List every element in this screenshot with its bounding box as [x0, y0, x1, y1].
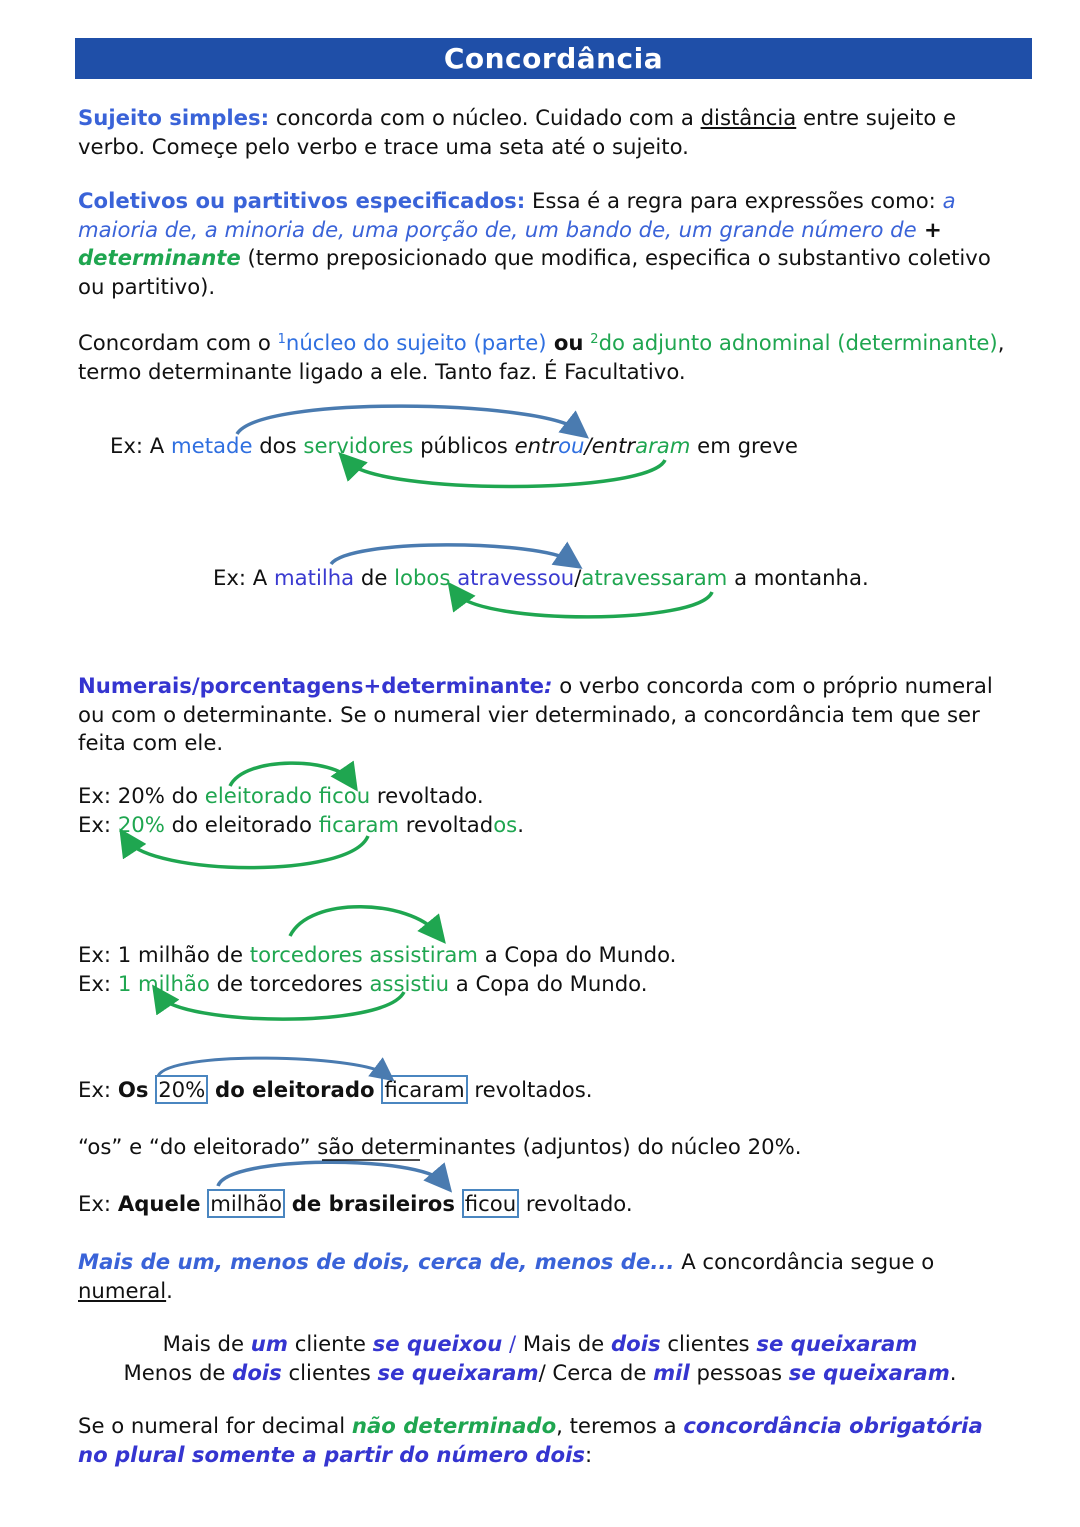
text: de — [354, 565, 395, 590]
text: Ex: A — [110, 433, 172, 458]
emphasis-text: de brasileiros — [291, 1191, 455, 1216]
text: o verbo concorda com o próprio numeral — [552, 673, 993, 698]
text: / — [574, 565, 582, 590]
boxed-term: milhão — [207, 1189, 285, 1218]
emphasis-text: 2 — [590, 332, 599, 347]
text: pessoas — [689, 1359, 789, 1385]
text: , — [997, 330, 1005, 355]
emphasis-text: um — [250, 1331, 288, 1356]
green-arrow — [456, 592, 712, 617]
emphasis-text: não determinado — [351, 1413, 557, 1438]
emphasis-text: atravessou — [457, 565, 575, 590]
emphasis-text: lobos — [394, 565, 451, 590]
boxed-term: 20% — [155, 1075, 208, 1104]
text: Ex: — [78, 811, 118, 837]
emphasis-text: assistiu — [369, 970, 450, 996]
emphasis-text: maioria de, a minoria de, uma porção de, um bando de, um grande número de — [78, 216, 917, 242]
emphasis-text: ou — [558, 433, 585, 458]
text: dos — [252, 433, 304, 458]
emphasis-text: se queixaram — [788, 1359, 950, 1385]
emphasis-text: concordância obrigatória — [683, 1413, 983, 1438]
emphasis-text: 1 — [277, 332, 286, 347]
emphasis-text: a — [942, 188, 956, 213]
blue-arrow — [218, 1162, 443, 1186]
emphasis-text: : — [544, 673, 553, 698]
text: Mais de — [162, 1331, 251, 1356]
blue-arrow — [158, 1058, 385, 1076]
emphasis-text: Numerais/porcentagens+determinante — [78, 673, 545, 698]
example-metade — [110, 432, 798, 461]
text: (termo preposicionado que modifica, especifica o substantivo coletivo — [240, 245, 991, 271]
emphasis-text: numeral — [78, 1277, 167, 1303]
text: Essa é a regra para expressões como: — [525, 188, 943, 213]
emphasis-text: torcedores assistiram — [249, 942, 478, 967]
text: públicos — [413, 433, 515, 458]
boxed-term: ficou — [462, 1189, 519, 1218]
text: a Copa do Mundo. — [477, 942, 677, 967]
text: a Copa do Mundo. — [449, 970, 648, 996]
emphasis-text: do eleitorado — [215, 1077, 375, 1102]
example-20-percent — [78, 782, 524, 839]
emphasis-text: entr — [514, 433, 559, 458]
emphasis-text: determinante — [78, 245, 241, 271]
text: ou partitivo). — [78, 273, 216, 299]
text: do eleitorado — [164, 811, 319, 837]
green-arrow — [127, 836, 368, 868]
examples-queixar — [0, 1330, 1080, 1387]
text: feita com ele. — [78, 730, 224, 756]
emphasis-text: distância — [700, 105, 797, 130]
text: revoltados. — [467, 1077, 593, 1102]
text: revoltado. — [519, 1191, 633, 1216]
emphasis-text: do adjunto adnominal (determinante) — [598, 330, 998, 355]
boxed-term: ficaram — [381, 1075, 467, 1104]
text: : — [584, 1441, 593, 1467]
emphasis-text: aram — [635, 433, 691, 458]
emphasis-text: mil — [653, 1359, 690, 1385]
emphasis-text: /entr — [584, 433, 636, 458]
emphasis-text: Sujeito simples: — [78, 105, 270, 130]
text: ou com o determinante. Se o numeral vier determinado, a concordância tem que ser — [78, 701, 980, 727]
text: revoltado. — [370, 783, 484, 808]
emphasis-text: eleitorado ficou — [204, 783, 371, 808]
text: clientes — [281, 1359, 378, 1385]
example-1-milhao — [78, 941, 676, 998]
emphasis-text: matilha — [274, 565, 355, 590]
note-determinantes — [78, 1133, 801, 1162]
emphasis-text: Aquele — [117, 1191, 201, 1216]
text: Ex: — [78, 970, 118, 996]
text: verbo. Comeҫe pelo verbo e trace uma seta até o sujeito. — [78, 133, 689, 159]
blue-arrow — [237, 406, 578, 434]
emphasis-text: 1 milhão — [117, 970, 210, 996]
text: Ex: A — [213, 565, 275, 590]
text: de torcedores — [209, 970, 370, 996]
emphasis-text: ficaram — [318, 811, 400, 837]
emphasis-text: metade — [171, 433, 253, 458]
text: a montanha. — [727, 565, 869, 590]
text: Concordam com o — [78, 330, 278, 355]
text: clientes — [660, 1331, 757, 1356]
rule-numerais — [78, 672, 993, 758]
text: Se o numeral for decimal — [78, 1413, 352, 1438]
rule-coletivos — [78, 187, 991, 301]
text: Ex: — [78, 1077, 118, 1102]
text: em greve — [690, 433, 798, 458]
emphasis-text: Coletivos ou partitivos especificados: — [78, 188, 526, 213]
text: / Cerca de — [538, 1359, 654, 1385]
text: revoltad — [399, 811, 494, 837]
text — [455, 1191, 462, 1216]
text: concorda com o núcleo. Cuidado com a — [269, 105, 701, 130]
emphasis-text: os — [493, 811, 518, 837]
green-arrow — [348, 460, 665, 487]
emphasis-text: Os — [117, 1077, 149, 1102]
emphasis-text: núcleo do sujeito (parte) — [285, 330, 547, 355]
text: . — [517, 811, 524, 837]
example-aquele-milhao — [78, 1190, 633, 1219]
text: . — [949, 1359, 957, 1385]
emphasis-text: dois — [232, 1359, 282, 1385]
text: Ex: — [78, 1191, 118, 1216]
text: cliente — [287, 1331, 373, 1356]
blue-arrow — [331, 545, 571, 564]
text: termo determinante ligado a ele. Tanto faz. É Facultativo. — [78, 358, 686, 384]
emphasis-text: Mais de um, menos de dois, cerca de, menos de... — [78, 1249, 675, 1274]
text: . — [166, 1277, 173, 1303]
emphasis-text: se queixaram — [756, 1331, 918, 1356]
emphasis-text: 20% — [117, 811, 165, 837]
emphasis-text: se queixaram — [377, 1359, 539, 1385]
emphasis-text: se queixou — [372, 1331, 503, 1356]
text — [285, 1191, 292, 1216]
rule-decimal — [78, 1412, 983, 1469]
emphasis-text: atravessaram — [581, 565, 728, 590]
page-title: Concordância — [75, 38, 1032, 79]
text: A concordância segue o — [674, 1249, 935, 1274]
emphasis-text: ou — [546, 330, 584, 355]
example-os-20 — [78, 1076, 593, 1105]
rule-concordam — [78, 326, 1004, 386]
emphasis-text: dois — [610, 1331, 661, 1356]
rule-mais-de-um — [78, 1248, 934, 1305]
emphasis-text: + — [916, 216, 942, 242]
text: Menos de — [123, 1359, 233, 1385]
emphasis-text: / — [502, 1331, 523, 1356]
text: Ex: 20% do — [78, 783, 205, 808]
text: entre sujeito e — [796, 105, 957, 130]
emphasis-text: no plural somente a partir do número dois — [78, 1441, 585, 1467]
green-arrow — [290, 907, 437, 936]
example-matilha — [213, 564, 869, 593]
text: , teremos a — [556, 1413, 684, 1438]
rule-sujeito-simples — [78, 104, 956, 161]
emphasis-text: servidores — [303, 433, 414, 458]
text: Ex: 1 milhão de — [78, 942, 250, 967]
text: “os” e “do eleitorado” são determinantes (adjuntos) do núcleo 20%. — [78, 1134, 802, 1159]
text: Mais de — [522, 1331, 611, 1356]
